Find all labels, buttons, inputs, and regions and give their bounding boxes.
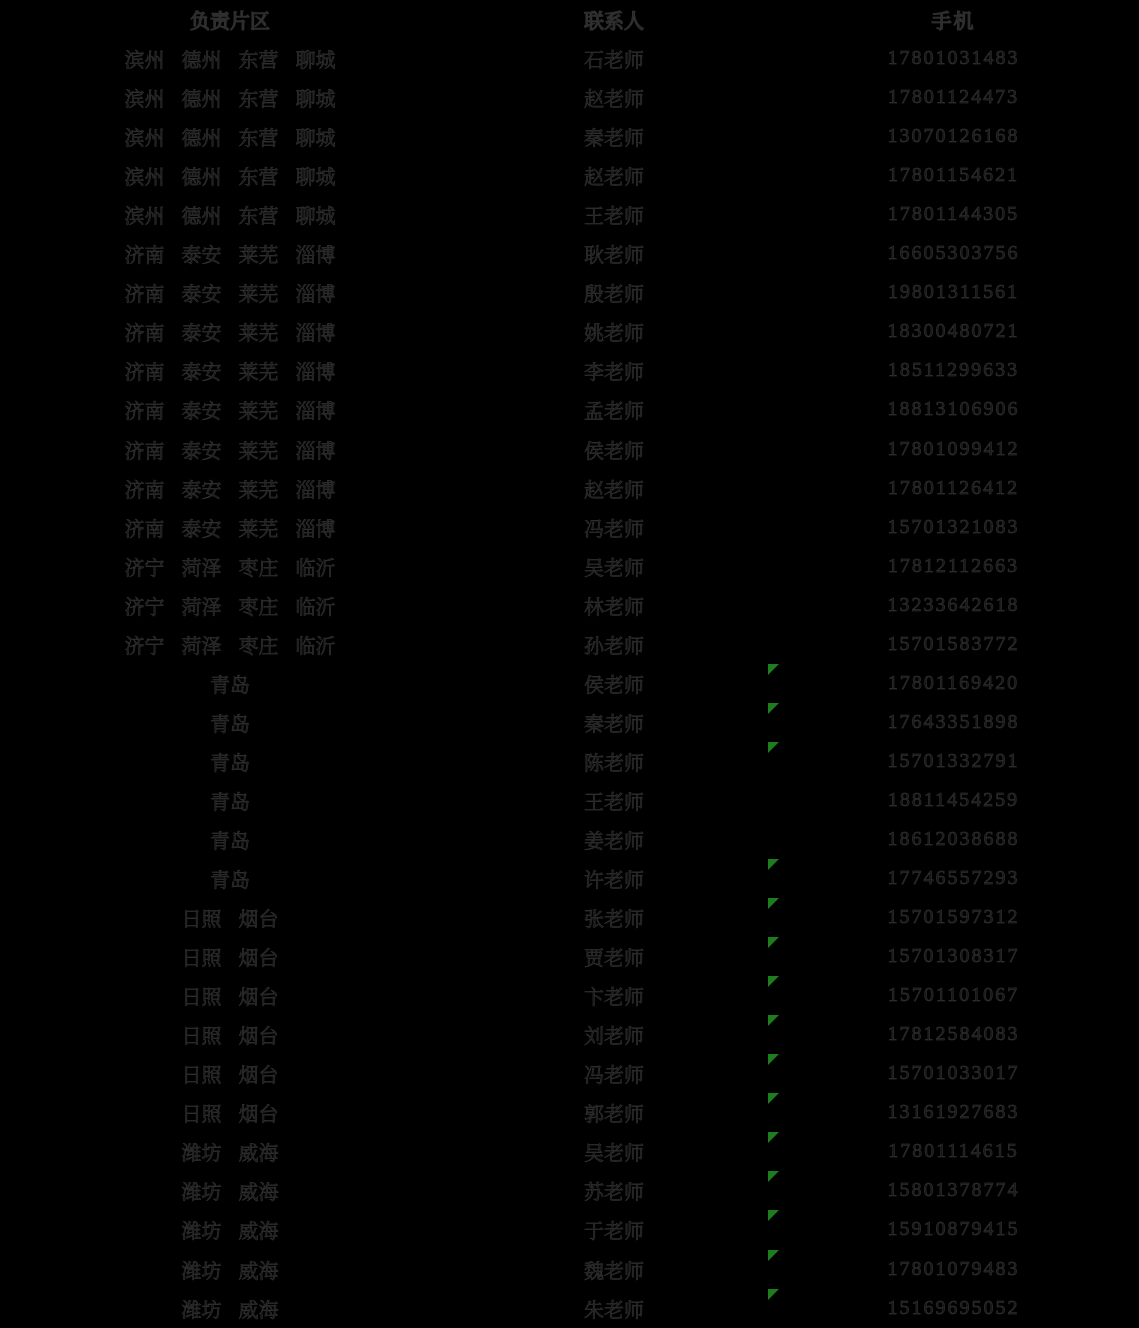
phone-text: 17812112663	[887, 554, 1020, 577]
area-text: 潍坊 威海	[181, 1299, 279, 1322]
table-row	[0, 664, 1139, 703]
area-cell[interactable]	[0, 703, 460, 742]
contact-cell[interactable]	[460, 312, 768, 351]
table-row	[0, 508, 1139, 547]
phone-text: 17643351898	[887, 710, 1020, 733]
phone-text: 15701308317	[887, 945, 1020, 968]
table-row	[0, 937, 1139, 976]
phone-cell[interactable]	[768, 1210, 1139, 1249]
contact-cell[interactable]	[460, 234, 768, 273]
phone-cell[interactable]	[768, 742, 1139, 781]
contact-cell[interactable]	[460, 625, 768, 664]
phone-text: 17801099412	[887, 437, 1020, 460]
contact-text: 冯老师	[584, 518, 644, 541]
phone-cell[interactable]	[768, 1289, 1139, 1328]
phone-cell[interactable]	[768, 625, 1139, 664]
table-row	[0, 1250, 1139, 1289]
area-cell[interactable]	[0, 508, 460, 547]
number-stored-as-text-indicator-icon	[768, 664, 779, 675]
contact-cell[interactable]	[460, 664, 768, 703]
contact-cell[interactable]	[460, 1132, 768, 1171]
contact-cell[interactable]	[460, 586, 768, 625]
area-text: 青岛	[210, 791, 250, 814]
contact-text: 苏老师	[584, 1182, 644, 1205]
table-row	[0, 117, 1139, 156]
contact-cell[interactable]	[460, 859, 768, 898]
phone-text: 15701583772	[887, 632, 1020, 655]
phone-cell[interactable]	[768, 976, 1139, 1015]
phone-text: 18300480721	[887, 320, 1020, 343]
contact-cell[interactable]	[460, 1093, 768, 1132]
contact-text: 魏老师	[584, 1260, 644, 1283]
area-cell[interactable]	[0, 664, 460, 703]
phone-cell[interactable]	[768, 703, 1139, 742]
table-row	[0, 859, 1139, 898]
phone-text: 17746557293	[887, 867, 1020, 890]
phone-text: 15169695052	[887, 1296, 1020, 1319]
contact-text: 赵老师	[584, 479, 644, 502]
area-text: 日照 烟台	[181, 909, 279, 932]
table-row	[0, 898, 1139, 937]
area-cell[interactable]	[0, 1093, 460, 1132]
contact-text: 秦老师	[584, 713, 644, 736]
table-row	[0, 156, 1139, 195]
contact-cell[interactable]	[460, 1054, 768, 1093]
number-stored-as-text-indicator-icon	[768, 1054, 779, 1065]
contact-cell[interactable]	[460, 1250, 768, 1289]
header-cell-phone[interactable]	[768, 0, 1139, 39]
phone-text: 17801031483	[887, 47, 1020, 70]
contact-text: 石老师	[584, 50, 644, 73]
area-cell[interactable]	[0, 1171, 460, 1210]
area-text: 日照 烟台	[181, 1104, 279, 1127]
area-cell[interactable]	[0, 234, 460, 273]
table-row	[0, 390, 1139, 429]
area-cell[interactable]	[0, 39, 460, 78]
table-row	[0, 430, 1139, 469]
phone-text: 17801169420	[887, 671, 1020, 694]
area-text: 青岛	[210, 674, 250, 697]
area-cell[interactable]	[0, 1210, 460, 1249]
table-row	[0, 195, 1139, 234]
area-text: 济南 泰安 莱芜 淄博	[124, 323, 336, 346]
area-cell[interactable]	[0, 586, 460, 625]
header-phone-label: 手机	[931, 11, 976, 34]
area-text: 济南 泰安 莱芜 淄博	[124, 362, 336, 385]
number-stored-as-text-indicator-icon	[768, 898, 779, 909]
phone-text: 15801378774	[887, 1179, 1020, 1202]
area-cell[interactable]	[0, 976, 460, 1015]
area-cell[interactable]	[0, 78, 460, 117]
phone-cell[interactable]	[768, 508, 1139, 547]
phone-text: 15701033017	[887, 1062, 1020, 1085]
area-text: 日照 烟台	[181, 948, 279, 971]
number-stored-as-text-indicator-icon	[768, 859, 779, 870]
phone-cell[interactable]	[768, 78, 1139, 117]
table-row	[0, 1093, 1139, 1132]
phone-text: 17801144305	[887, 203, 1020, 226]
header-cell-area[interactable]	[0, 0, 460, 39]
header-contact-label: 联系人	[584, 11, 644, 34]
area-text: 青岛	[210, 831, 250, 853]
area-cell[interactable]	[0, 156, 460, 195]
area-cell[interactable]	[0, 1250, 460, 1289]
table-row	[0, 273, 1139, 312]
table-row	[0, 742, 1139, 781]
phone-cell[interactable]	[768, 351, 1139, 390]
contact-text: 陈老师	[584, 752, 644, 775]
contact-text: 殷老师	[584, 284, 644, 307]
contact-cell[interactable]	[460, 1171, 768, 1210]
phone-cell[interactable]	[768, 390, 1139, 429]
contact-text: 郭老师	[584, 1104, 644, 1127]
phone-cell[interactable]	[768, 859, 1139, 898]
phone-cell[interactable]	[768, 234, 1139, 273]
area-cell[interactable]	[0, 1054, 460, 1093]
phone-cell[interactable]	[768, 1093, 1139, 1132]
phone-text: 17801114615	[888, 1140, 1019, 1163]
number-stored-as-text-indicator-icon	[768, 1289, 779, 1300]
phone-text: 15701321083	[887, 515, 1020, 538]
number-stored-as-text-indicator-icon	[768, 976, 779, 987]
contact-cell[interactable]	[460, 273, 768, 312]
area-cell[interactable]	[0, 312, 460, 351]
area-text: 日照 烟台	[181, 987, 279, 1010]
table-row	[0, 469, 1139, 508]
contact-text: 吴老师	[584, 557, 644, 580]
table-row	[0, 312, 1139, 351]
area-cell[interactable]	[0, 1015, 460, 1054]
table-row	[0, 1171, 1139, 1210]
header-area-label: 负责片区	[190, 11, 270, 34]
phone-cell[interactable]	[768, 195, 1139, 234]
table-row	[0, 1054, 1139, 1093]
contact-text: 朱老师	[584, 1299, 644, 1322]
contact-cell[interactable]	[460, 351, 768, 390]
number-stored-as-text-indicator-icon	[768, 742, 779, 753]
contact-cell[interactable]	[460, 703, 768, 742]
area-text: 济南 泰安 莱芜 淄博	[124, 479, 336, 502]
contact-text: 孙老师	[584, 635, 644, 658]
phone-text: 13070126168	[887, 125, 1020, 148]
phone-cell[interactable]	[768, 1015, 1139, 1054]
contact-cell[interactable]	[460, 430, 768, 469]
phone-cell[interactable]	[768, 1132, 1139, 1171]
contact-text: 赵老师	[584, 89, 644, 112]
phone-cell[interactable]	[768, 937, 1139, 976]
phone-cell[interactable]	[768, 1250, 1139, 1289]
phone-text: 13161927683	[887, 1101, 1020, 1124]
table-header-row	[0, 0, 1139, 39]
number-stored-as-text-indicator-icon	[768, 1132, 779, 1143]
phone-text: 15910879415	[887, 1218, 1020, 1241]
contact-text: 王老师	[584, 206, 644, 229]
contact-cell[interactable]	[460, 39, 768, 78]
contact-cell[interactable]	[460, 742, 768, 781]
area-text: 青岛	[210, 713, 250, 736]
area-cell[interactable]	[0, 1289, 460, 1328]
contact-text: 贾老师	[584, 948, 644, 971]
table-row	[0, 234, 1139, 273]
contact-text: 姚老师	[584, 323, 644, 346]
phone-cell[interactable]	[768, 430, 1139, 469]
contact-text: 秦老师	[584, 128, 644, 151]
contact-cell[interactable]	[460, 78, 768, 117]
phone-cell[interactable]	[768, 547, 1139, 586]
area-text: 潍坊 威海	[181, 1182, 279, 1205]
phone-cell[interactable]	[768, 156, 1139, 195]
contact-cell[interactable]	[460, 469, 768, 508]
area-text: 济南 泰安 莱芜 淄博	[124, 401, 336, 424]
phone-text: 18612038688	[887, 828, 1020, 850]
area-text: 滨州 德州 东营 聊城	[124, 50, 336, 73]
contact-text: 吴老师	[584, 1143, 644, 1166]
table-row	[0, 781, 1139, 820]
table-row	[0, 1210, 1139, 1249]
phone-cell[interactable]	[768, 469, 1139, 508]
area-cell[interactable]	[0, 547, 460, 586]
table-row	[0, 703, 1139, 742]
area-text: 济宁 菏泽 枣庄 临沂	[124, 557, 336, 580]
phone-text: 15701332791	[887, 749, 1020, 772]
area-text: 济南 泰安 莱芜 淄博	[124, 245, 336, 268]
contact-cell[interactable]	[460, 937, 768, 976]
area-text: 滨州 德州 东营 聊城	[124, 89, 336, 112]
contact-cell[interactable]	[460, 508, 768, 547]
phone-cell[interactable]	[768, 664, 1139, 703]
contact-text: 冯老师	[584, 1065, 644, 1088]
contact-text: 许老师	[584, 870, 644, 893]
area-cell[interactable]	[0, 430, 460, 469]
phone-text: 17801126412	[887, 476, 1020, 499]
contact-cell[interactable]	[460, 820, 768, 859]
area-text: 滨州 德州 东营 聊城	[124, 128, 336, 151]
area-cell[interactable]	[0, 273, 460, 312]
contact-cell[interactable]	[460, 1015, 768, 1054]
area-cell[interactable]	[0, 742, 460, 781]
contact-cell[interactable]	[460, 156, 768, 195]
contact-text: 刘老师	[584, 1026, 644, 1049]
phone-cell[interactable]	[768, 898, 1139, 937]
phone-text: 13233642618	[887, 593, 1020, 616]
area-cell[interactable]	[0, 1132, 460, 1171]
contact-cell[interactable]	[460, 1289, 768, 1328]
phone-cell[interactable]	[768, 1054, 1139, 1093]
contact-text: 耿老师	[584, 245, 644, 268]
phone-text: 17801124473	[887, 86, 1020, 109]
area-cell[interactable]	[0, 195, 460, 234]
contact-cell[interactable]	[460, 547, 768, 586]
contact-text: 李老师	[584, 362, 644, 385]
area-text: 日照 烟台	[181, 1026, 279, 1049]
phone-text: 18813106906	[887, 398, 1020, 421]
phone-cell[interactable]	[768, 781, 1139, 820]
area-text: 滨州 德州 东营 聊城	[124, 167, 336, 190]
contact-cell[interactable]	[460, 976, 768, 1015]
phone-text: 15701101067	[887, 984, 1020, 1007]
contact-text: 张老师	[584, 909, 644, 932]
area-cell[interactable]	[0, 781, 460, 820]
table-row	[0, 1132, 1139, 1171]
phone-cell[interactable]	[768, 820, 1139, 859]
contact-text: 侯老师	[584, 440, 644, 463]
contact-cell[interactable]	[460, 1210, 768, 1249]
phone-text: 19801311561	[887, 281, 1020, 304]
area-cell[interactable]	[0, 117, 460, 156]
number-stored-as-text-indicator-icon	[768, 937, 779, 948]
area-cell[interactable]	[0, 390, 460, 429]
number-stored-as-text-indicator-icon	[768, 1250, 779, 1261]
area-cell[interactable]	[0, 898, 460, 937]
contact-cell[interactable]	[460, 117, 768, 156]
phone-text: 16605303756	[887, 242, 1020, 265]
contact-text: 王老师	[584, 791, 644, 814]
area-text: 潍坊 威海	[181, 1260, 279, 1283]
table-row	[0, 547, 1139, 586]
contact-cell[interactable]	[460, 390, 768, 429]
area-text: 青岛	[210, 752, 250, 775]
area-text: 济南 泰安 莱芜 淄博	[124, 284, 336, 307]
contact-text: 林老师	[584, 596, 644, 619]
table-row	[0, 625, 1139, 664]
number-stored-as-text-indicator-icon	[768, 1210, 779, 1221]
table-row	[0, 976, 1139, 1015]
phone-text: 15701597312	[887, 906, 1020, 929]
table-row	[0, 39, 1139, 78]
contact-text: 赵老师	[584, 167, 644, 190]
area-text: 济宁 菏泽 枣庄 临沂	[124, 635, 336, 658]
phone-cell[interactable]	[768, 39, 1139, 78]
area-text: 潍坊 威海	[181, 1221, 279, 1244]
contact-text: 于老师	[584, 1221, 644, 1244]
number-stored-as-text-indicator-icon	[768, 1093, 779, 1104]
phone-text: 17812584083	[887, 1023, 1020, 1046]
contact-text: 姜老师	[584, 831, 644, 853]
phone-cell[interactable]	[768, 1171, 1139, 1210]
number-stored-as-text-indicator-icon	[768, 1171, 779, 1182]
contact-cell[interactable]	[460, 898, 768, 937]
table-row	[0, 586, 1139, 625]
contact-text: 卞老师	[584, 987, 644, 1010]
phone-text: 18511299633	[887, 359, 1020, 382]
area-cell[interactable]	[0, 820, 460, 859]
table-row	[0, 820, 1139, 859]
area-text: 济南 泰安 莱芜 淄博	[124, 440, 336, 463]
area-cell[interactable]	[0, 859, 460, 898]
header-cell-contact[interactable]	[460, 0, 768, 39]
phone-text: 17801154621	[887, 164, 1020, 187]
area-text: 青岛	[210, 870, 250, 893]
contact-text: 侯老师	[584, 674, 644, 697]
area-text: 潍坊 威海	[181, 1143, 279, 1166]
area-text: 滨州 德州 东营 聊城	[124, 206, 336, 229]
table-row	[0, 351, 1139, 390]
area-text: 济南 泰安 莱芜 淄博	[124, 518, 336, 541]
phone-text: 18811454259	[887, 788, 1020, 811]
area-text: 日照 烟台	[181, 1065, 279, 1088]
table-row	[0, 1015, 1139, 1054]
contact-cell[interactable]	[460, 781, 768, 820]
phone-cell[interactable]	[768, 586, 1139, 625]
phone-cell[interactable]	[768, 117, 1139, 156]
number-stored-as-text-indicator-icon	[768, 1015, 779, 1026]
area-cell[interactable]	[0, 351, 460, 390]
phone-cell[interactable]	[768, 273, 1139, 312]
table-row	[0, 78, 1139, 117]
contact-cell[interactable]	[460, 195, 768, 234]
number-stored-as-text-indicator-icon	[768, 703, 779, 714]
contact-text: 孟老师	[584, 401, 644, 424]
phone-cell[interactable]	[768, 312, 1139, 351]
area-cell[interactable]	[0, 469, 460, 508]
area-cell[interactable]	[0, 937, 460, 976]
area-cell[interactable]	[0, 625, 460, 664]
area-text: 济宁 菏泽 枣庄 临沂	[124, 596, 336, 619]
phone-text: 17801079483	[887, 1257, 1020, 1280]
table-row	[0, 1289, 1139, 1328]
